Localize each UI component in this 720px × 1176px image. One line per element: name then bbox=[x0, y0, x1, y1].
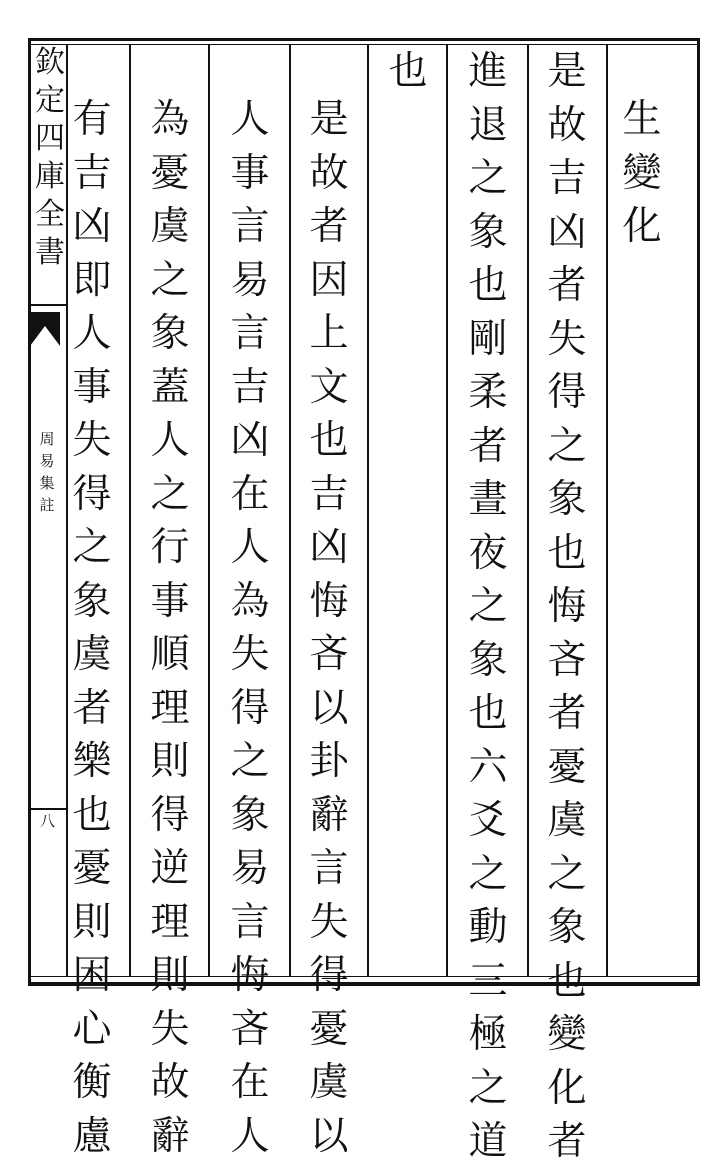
glyph: 順 bbox=[150, 632, 190, 677]
glyph: 也 bbox=[309, 418, 349, 463]
glyph: 得 bbox=[547, 370, 587, 415]
glyph: 吝 bbox=[230, 1006, 270, 1052]
glyph: 吝 bbox=[547, 637, 587, 683]
glyph: 憂 bbox=[547, 744, 587, 790]
text-column-3 bbox=[466, 49, 510, 1176]
glyph: 得 bbox=[230, 685, 270, 731]
glyph: 也 bbox=[547, 530, 587, 576]
glyph: 蓋 bbox=[150, 364, 190, 410]
glyph: 易 bbox=[230, 257, 270, 303]
glyph: 則 bbox=[72, 899, 112, 945]
glyph: 之 bbox=[547, 851, 587, 897]
glyph: 則 bbox=[150, 953, 190, 998]
glyph: 故 bbox=[547, 102, 587, 148]
glyph: 為 bbox=[150, 97, 190, 142]
glyph: 則 bbox=[150, 739, 190, 784]
glyph: 象 bbox=[547, 905, 587, 950]
glyph: 言 bbox=[230, 899, 270, 945]
glyph: 以 bbox=[309, 685, 349, 731]
glyph: 人 bbox=[230, 1113, 270, 1159]
glyph: 吉 bbox=[72, 150, 112, 196]
glyph: 易 bbox=[39, 452, 55, 470]
glyph: 虞 bbox=[547, 798, 587, 843]
glyph: 者 bbox=[309, 204, 349, 249]
glyph: 凶 bbox=[309, 525, 349, 570]
glyph: 之 bbox=[468, 584, 508, 629]
glyph: 欽 bbox=[35, 45, 65, 80]
frame-bottom-rule-thin bbox=[28, 976, 700, 977]
glyph: 也 bbox=[547, 958, 587, 1004]
glyph: 動 bbox=[468, 905, 508, 950]
text-column-6 bbox=[228, 97, 272, 1170]
text-column-8 bbox=[70, 97, 114, 1170]
glyph: 得 bbox=[150, 792, 190, 838]
glyph: 剛 bbox=[468, 316, 508, 362]
glyph: 極 bbox=[468, 1012, 508, 1057]
glyph: 失 bbox=[150, 1006, 190, 1052]
glyph: 四 bbox=[35, 121, 65, 156]
glyph: 憂 bbox=[309, 1006, 349, 1052]
glyph: 也 bbox=[468, 691, 508, 736]
glyph: 人 bbox=[150, 418, 190, 463]
column-divider bbox=[606, 44, 608, 976]
glyph: 全 bbox=[35, 197, 65, 232]
glyph: 虞 bbox=[309, 1060, 349, 1105]
glyph: 慮 bbox=[72, 1113, 112, 1159]
glyph: 困 bbox=[72, 953, 112, 998]
glyph: 悔 bbox=[547, 584, 587, 629]
glyph: 之 bbox=[468, 156, 508, 201]
glyph: 失 bbox=[230, 632, 270, 677]
glyph: 虞 bbox=[150, 204, 190, 249]
glyph: 虞 bbox=[72, 632, 112, 677]
text-column-7 bbox=[148, 97, 192, 1170]
glyph: 者 bbox=[547, 1119, 587, 1164]
glyph: 生 bbox=[622, 97, 662, 142]
glyph: 人 bbox=[230, 97, 270, 142]
glyph: 也 bbox=[468, 263, 508, 308]
glyph: 之 bbox=[150, 257, 190, 303]
margin-book-title bbox=[37, 432, 57, 520]
glyph: 卦 bbox=[309, 739, 349, 784]
glyph: 失 bbox=[547, 316, 587, 362]
column-divider bbox=[289, 44, 291, 976]
text-column-1 bbox=[620, 97, 664, 261]
glyph: 故 bbox=[150, 1060, 190, 1105]
glyph: 化 bbox=[547, 1065, 587, 1111]
glyph: 言 bbox=[230, 204, 270, 249]
glyph: 夜 bbox=[468, 530, 508, 576]
glyph: 人 bbox=[230, 525, 270, 570]
text-column-5 bbox=[307, 97, 351, 1170]
glyph: 象 bbox=[547, 477, 587, 522]
glyph: 象 bbox=[468, 637, 508, 683]
glyph: 吉 bbox=[309, 471, 349, 517]
glyph: 是 bbox=[309, 97, 349, 142]
glyph: 憂 bbox=[72, 846, 112, 891]
glyph: 定 bbox=[35, 83, 65, 118]
glyph: 之 bbox=[468, 1065, 508, 1111]
frame-bottom-rule bbox=[28, 982, 700, 986]
glyph: 理 bbox=[150, 899, 190, 945]
glyph: 化 bbox=[622, 204, 662, 249]
glyph: 吝 bbox=[309, 632, 349, 677]
glyph: 人 bbox=[72, 311, 112, 356]
glyph: 事 bbox=[230, 150, 270, 196]
glyph: 集 bbox=[39, 474, 55, 492]
glyph: 進 bbox=[468, 49, 508, 94]
glyph: 象 bbox=[150, 311, 190, 356]
glyph: 言 bbox=[230, 311, 270, 356]
glyph: 樂 bbox=[72, 739, 112, 784]
text-column-2 bbox=[545, 49, 589, 1176]
column-divider bbox=[208, 44, 210, 976]
glyph: 辭 bbox=[309, 792, 349, 838]
glyph: 事 bbox=[150, 578, 190, 624]
glyph: 心 bbox=[72, 1006, 112, 1052]
glyph: 柔 bbox=[468, 370, 508, 415]
frame-right-rule bbox=[697, 38, 700, 986]
margin-page-number: 八 bbox=[40, 812, 56, 830]
glyph: 言 bbox=[309, 846, 349, 891]
margin-collection-title bbox=[28, 45, 72, 276]
glyph: 也 bbox=[388, 49, 428, 94]
column-divider bbox=[446, 44, 448, 976]
glyph: 理 bbox=[150, 685, 190, 731]
frame-top-rule bbox=[28, 38, 700, 41]
glyph: 之 bbox=[230, 739, 270, 784]
glyph: 也 bbox=[72, 792, 112, 838]
glyph: 失 bbox=[72, 418, 112, 463]
glyph: 衡 bbox=[72, 1060, 112, 1105]
glyph: 得 bbox=[72, 471, 112, 517]
glyph: 者 bbox=[72, 685, 112, 731]
glyph: 凶 bbox=[547, 209, 587, 255]
margin-upper-rule bbox=[31, 304, 66, 306]
glyph: 變 bbox=[547, 1012, 587, 1057]
glyph: 象 bbox=[468, 209, 508, 255]
glyph: 退 bbox=[468, 102, 508, 148]
glyph: 變 bbox=[622, 150, 662, 196]
column-divider bbox=[527, 44, 529, 976]
glyph: 辭 bbox=[150, 1113, 190, 1159]
glyph: 在 bbox=[230, 1060, 270, 1105]
fishtail-mark-icon bbox=[30, 312, 60, 348]
glyph: 之 bbox=[468, 851, 508, 897]
glyph: 失 bbox=[309, 899, 349, 945]
column-divider bbox=[129, 44, 131, 976]
glyph: 悔 bbox=[309, 578, 349, 624]
glyph: 凶 bbox=[230, 418, 270, 463]
glyph: 為 bbox=[230, 578, 270, 624]
glyph: 道 bbox=[468, 1119, 508, 1164]
glyph: 逆 bbox=[150, 846, 190, 891]
glyph: 象 bbox=[230, 792, 270, 838]
glyph: 者 bbox=[547, 691, 587, 736]
glyph: 因 bbox=[309, 257, 349, 303]
text-column-4 bbox=[386, 49, 430, 106]
glyph: 三 bbox=[468, 958, 508, 1004]
glyph: 即 bbox=[72, 257, 112, 303]
glyph: 爻 bbox=[468, 798, 508, 843]
glyph: 象 bbox=[72, 578, 112, 624]
glyph: 是 bbox=[547, 49, 587, 94]
glyph: 事 bbox=[72, 364, 112, 410]
glyph: 吉 bbox=[547, 156, 587, 201]
glyph: 註 bbox=[39, 496, 55, 514]
glyph: 憂 bbox=[150, 150, 190, 196]
glyph: 晝 bbox=[468, 477, 508, 522]
glyph: 上 bbox=[309, 311, 349, 356]
glyph: 以 bbox=[309, 1113, 349, 1159]
glyph: 之 bbox=[72, 525, 112, 570]
glyph: 凶 bbox=[72, 204, 112, 249]
glyph: 故 bbox=[309, 150, 349, 196]
glyph: 吉 bbox=[230, 364, 270, 410]
glyph: 悔 bbox=[230, 953, 270, 998]
glyph: 之 bbox=[150, 471, 190, 517]
glyph: 行 bbox=[150, 525, 190, 570]
glyph: 之 bbox=[547, 423, 587, 469]
glyph: 有 bbox=[72, 97, 112, 142]
glyph: 得 bbox=[309, 953, 349, 998]
glyph: 在 bbox=[230, 471, 270, 517]
glyph: 者 bbox=[547, 263, 587, 308]
column-divider bbox=[367, 44, 369, 976]
glyph: 庫 bbox=[35, 159, 65, 194]
glyph: 文 bbox=[309, 364, 349, 410]
glyph: 六 bbox=[468, 744, 508, 790]
glyph: 易 bbox=[230, 846, 270, 891]
glyph: 書 bbox=[35, 235, 65, 270]
glyph: 者 bbox=[468, 423, 508, 469]
glyph: 周 bbox=[39, 430, 55, 448]
